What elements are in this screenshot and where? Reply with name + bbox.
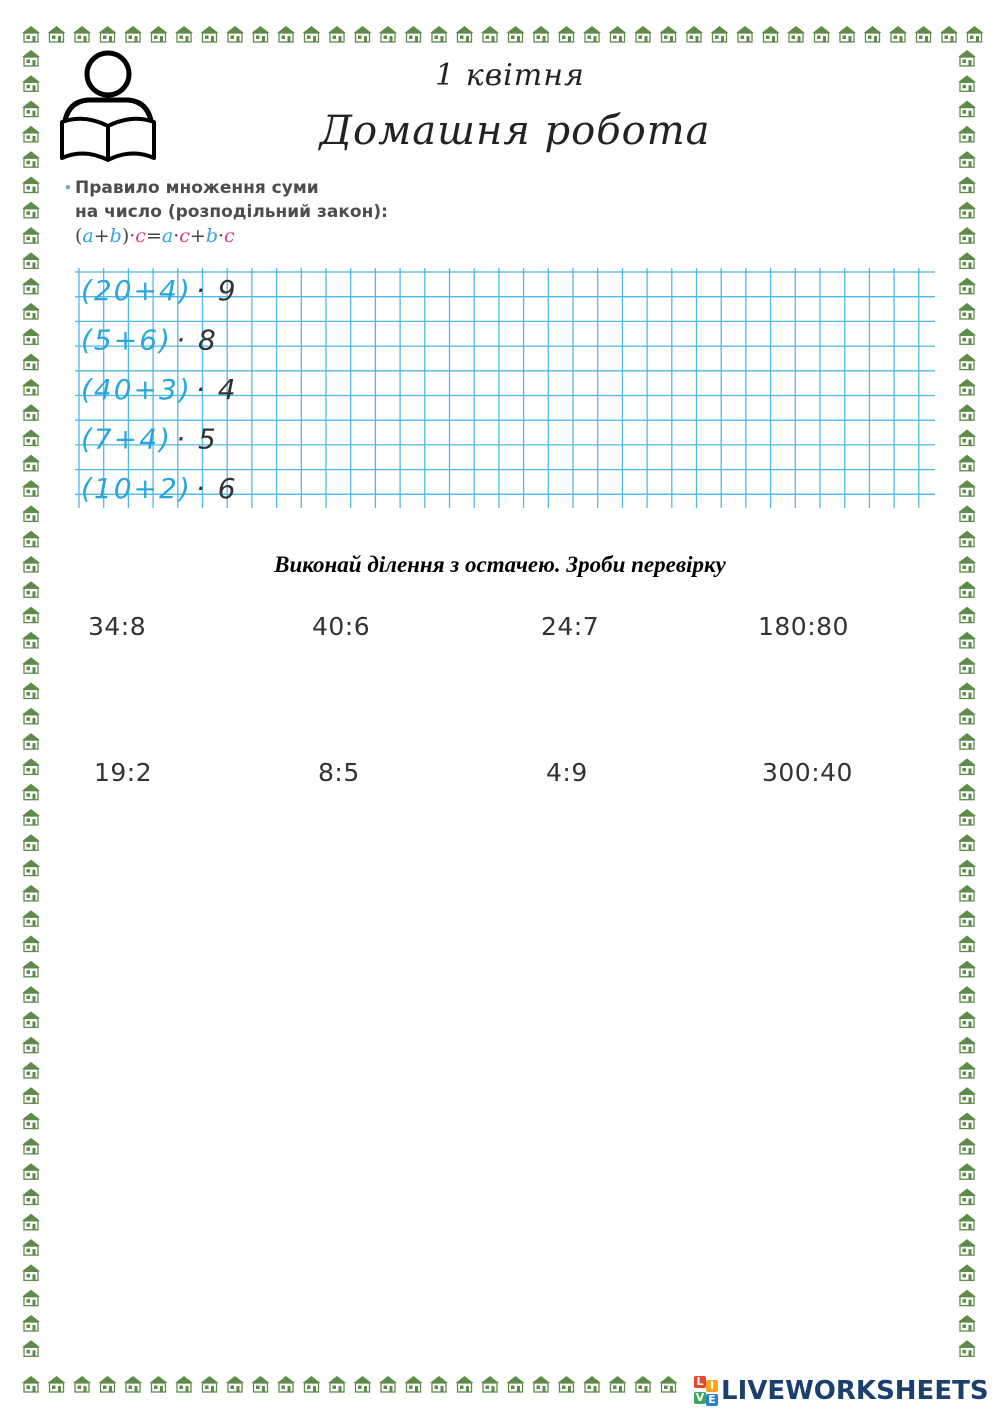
house-icon — [958, 936, 976, 952]
house-icon — [958, 860, 976, 876]
house-icon — [73, 26, 91, 42]
house-icon — [958, 1163, 976, 1179]
house-icon — [201, 1376, 219, 1392]
house-icon — [22, 379, 40, 395]
house-icon — [958, 1113, 976, 1129]
house-icon — [277, 1376, 295, 1392]
house-icon — [22, 1138, 40, 1154]
house-icon — [175, 26, 193, 42]
house-icon — [22, 455, 40, 471]
liveworksheets-badge — [694, 1374, 718, 1408]
house-icon — [958, 581, 976, 597]
exercise-sum: (40+3) — [81, 373, 192, 406]
division-task: 4:9 — [546, 758, 588, 787]
house-icon — [958, 683, 976, 699]
house-icon — [277, 26, 295, 42]
house-icon — [354, 26, 372, 42]
division-task: 34:8 — [88, 612, 147, 641]
house-icon — [685, 26, 703, 42]
house-icon — [354, 1376, 372, 1392]
rule-formula — [75, 224, 388, 248]
house-icon — [609, 26, 627, 42]
house-icon — [22, 50, 40, 66]
house-icon — [379, 1376, 397, 1392]
house-icon — [558, 26, 576, 42]
exercise-factor: 6 — [217, 472, 236, 505]
house-icon — [22, 126, 40, 142]
formula-c2: c — [179, 225, 190, 247]
house-icon — [456, 1376, 474, 1392]
house-icon — [958, 1138, 976, 1154]
formula-plus: + — [93, 225, 110, 247]
house-icon — [958, 1087, 976, 1103]
house-icon — [73, 1376, 91, 1392]
house-icon — [958, 177, 976, 193]
formula-b: b — [109, 225, 122, 247]
rule-line-1: Правило множення суми — [75, 178, 319, 198]
formula-eq: = — [145, 225, 162, 247]
house-icon — [958, 50, 976, 66]
exercise-factor: 5 — [197, 422, 216, 456]
house-icon — [958, 303, 976, 319]
house-icon — [22, 1376, 40, 1392]
house-icon — [532, 1376, 550, 1392]
grid-paper — [75, 268, 935, 508]
house-icon — [22, 404, 40, 420]
house-icon — [252, 1376, 270, 1392]
exercise-dot: · — [175, 422, 185, 456]
reading-person-icon — [58, 50, 158, 165]
house-icon — [958, 227, 976, 243]
house-icon — [22, 860, 40, 876]
house-icon — [958, 505, 976, 521]
badge-letter: I — [706, 1380, 718, 1392]
formula-plus2: + — [189, 225, 206, 247]
house-icon — [958, 455, 976, 471]
division-task: 180:80 — [758, 612, 849, 641]
formula-a2: a — [161, 225, 174, 247]
house-icon — [958, 126, 976, 142]
house-icon — [958, 1011, 976, 1027]
house-icon — [303, 1376, 321, 1392]
house-icon — [328, 1376, 346, 1392]
distributive-rule — [64, 176, 388, 248]
formula-a: a — [82, 225, 94, 247]
house-icon — [22, 101, 40, 117]
exercise-dot: · — [175, 323, 185, 357]
house-icon — [22, 1037, 40, 1053]
house-icon — [507, 1376, 525, 1392]
house-icon — [22, 1315, 40, 1331]
house-icon — [958, 1037, 976, 1053]
liveworksheets-logo — [694, 1374, 989, 1408]
exercise-dot: · — [195, 373, 205, 406]
house-icon — [22, 1087, 40, 1103]
house-icon — [634, 26, 652, 42]
house-icon — [609, 1376, 627, 1392]
exercise-dot: · — [195, 472, 205, 505]
house-icon — [22, 303, 40, 319]
house-icon — [22, 1011, 40, 1027]
house-icon — [958, 708, 976, 724]
badge-letter: L — [694, 1376, 706, 1388]
house-icon — [958, 252, 976, 268]
house-icon — [915, 26, 933, 42]
division-task: 8:5 — [318, 758, 360, 787]
formula-c3: c — [224, 225, 235, 247]
exercise-factor: 8 — [197, 323, 216, 357]
house-icon — [958, 632, 976, 648]
house-icon — [22, 758, 40, 774]
house-icon — [328, 26, 346, 42]
formula-dot: · — [173, 225, 180, 247]
house-icon — [958, 1264, 976, 1280]
house-icon — [736, 26, 754, 42]
house-icon — [532, 26, 550, 42]
exercise-sum: (5+6) — [81, 323, 172, 357]
house-icon — [958, 1290, 976, 1306]
house-icon — [481, 26, 499, 42]
house-icon — [958, 328, 976, 344]
house-icon — [958, 733, 976, 749]
exercise-sum: (20+4) — [81, 274, 192, 307]
house-icon — [22, 1062, 40, 1078]
house-icon — [22, 531, 40, 547]
house-icon — [660, 1376, 678, 1392]
exercise-factor: 9 — [217, 274, 236, 307]
house-icon — [22, 430, 40, 446]
house-icon — [838, 26, 856, 42]
house-icon — [22, 632, 40, 648]
house-icon — [634, 1376, 652, 1392]
house-icon — [958, 758, 976, 774]
house-icon — [22, 986, 40, 1002]
house-icon — [379, 26, 397, 42]
house-icon — [22, 505, 40, 521]
house-icon — [22, 1113, 40, 1129]
house-icon — [958, 607, 976, 623]
house-icon — [22, 1264, 40, 1280]
house-icon — [958, 354, 976, 370]
house-icon — [958, 278, 976, 294]
house-icon — [958, 404, 976, 420]
house-icon — [940, 26, 958, 42]
house-icon — [22, 328, 40, 344]
house-icon — [958, 657, 976, 673]
house-icon — [864, 26, 882, 42]
badge-letter: E — [706, 1394, 718, 1406]
house-icon — [99, 1376, 117, 1392]
house-icon — [958, 1340, 976, 1356]
house-icon — [958, 202, 976, 218]
house-icon — [958, 1315, 976, 1331]
exercise-dot: · — [195, 274, 205, 307]
house-icon — [958, 1239, 976, 1255]
house-icon — [430, 26, 448, 42]
house-icon — [787, 26, 805, 42]
house-icon — [22, 480, 40, 496]
house-icon — [22, 784, 40, 800]
formula-dot2: · — [218, 225, 225, 247]
house-icon — [405, 1376, 423, 1392]
house-icon — [958, 379, 976, 395]
house-icon — [405, 26, 423, 42]
house-icon — [711, 26, 729, 42]
rule-line-2: на число (розподільний закон): — [75, 202, 388, 222]
house-icon — [958, 531, 976, 547]
house-icon — [958, 784, 976, 800]
badge-letter: V — [695, 1391, 705, 1404]
formula-b2: b — [205, 225, 218, 247]
house-icon — [22, 1340, 40, 1356]
house-icon — [813, 26, 831, 42]
house-icon — [22, 354, 40, 370]
house-icon — [481, 1376, 499, 1392]
house-icon — [22, 683, 40, 699]
house-icon — [958, 910, 976, 926]
house-icon — [22, 278, 40, 294]
exercise-sum: (7+4) — [81, 422, 172, 456]
house-icon — [958, 480, 976, 496]
house-icon — [175, 1376, 193, 1392]
house-icon — [22, 961, 40, 977]
house-icon — [48, 26, 66, 42]
house-icon — [150, 26, 168, 42]
house-icon — [303, 26, 321, 42]
house-icon — [456, 26, 474, 42]
homework-title: Домашня робота — [319, 108, 711, 154]
formula-close: )· — [121, 225, 136, 247]
house-icon — [22, 657, 40, 673]
house-icon — [22, 177, 40, 193]
house-icon — [124, 26, 142, 42]
division-task: 40:6 — [312, 612, 371, 641]
house-icon — [958, 101, 976, 117]
house-icon — [958, 1214, 976, 1230]
date-heading: 1 квітня — [435, 58, 585, 93]
house-icon — [22, 581, 40, 597]
house-icon — [22, 936, 40, 952]
house-icon — [22, 252, 40, 268]
house-icon — [99, 26, 117, 42]
house-icon — [22, 1189, 40, 1205]
house-icon — [22, 1290, 40, 1306]
house-icon — [22, 151, 40, 167]
house-icon — [558, 1376, 576, 1392]
exercise-sum: (10+2) — [81, 472, 192, 505]
house-icon — [22, 1163, 40, 1179]
house-icon — [958, 986, 976, 1002]
house-icon — [252, 26, 270, 42]
liveworksheets-wordmark: LIVEWORKSHEETS — [721, 1376, 989, 1406]
house-icon — [430, 1376, 448, 1392]
house-icon — [958, 151, 976, 167]
house-icon — [583, 26, 601, 42]
division-task: 300:40 — [762, 758, 853, 787]
house-icon — [958, 75, 976, 91]
house-icon — [150, 1376, 168, 1392]
house-icon — [889, 26, 907, 42]
house-icon — [958, 1189, 976, 1205]
house-icon — [507, 26, 525, 42]
house-icon — [958, 961, 976, 977]
house-icon — [958, 809, 976, 825]
house-icon — [22, 75, 40, 91]
house-icon — [22, 910, 40, 926]
formula-c: c — [135, 225, 146, 247]
division-task: 19:2 — [94, 758, 153, 787]
house-icon — [583, 1376, 601, 1392]
exercise-factor: 4 — [217, 373, 236, 406]
house-icon — [22, 834, 40, 850]
house-icon — [958, 1062, 976, 1078]
house-icon — [22, 26, 40, 42]
rule-bullet: • — [64, 181, 72, 195]
house-icon — [201, 26, 219, 42]
house-icon — [22, 885, 40, 901]
division-task: 24:7 — [541, 612, 600, 641]
house-icon — [22, 1214, 40, 1230]
house-icon — [124, 1376, 142, 1392]
house-icon — [660, 26, 678, 42]
house-icon — [22, 607, 40, 623]
house-icon — [958, 885, 976, 901]
house-icon — [958, 430, 976, 446]
formula-open: ( — [75, 225, 83, 247]
house-icon — [48, 1376, 66, 1392]
house-icon — [226, 1376, 244, 1392]
house-icon — [762, 26, 780, 42]
house-icon — [22, 1239, 40, 1255]
house-icon — [22, 227, 40, 243]
house-icon — [958, 834, 976, 850]
instruction-text: Виконай ділення з остачею. Зроби перевірку — [274, 552, 726, 577]
house-icon — [22, 733, 40, 749]
house-icon — [966, 26, 984, 42]
house-icon — [22, 809, 40, 825]
house-icon — [22, 202, 40, 218]
house-icon — [226, 26, 244, 42]
house-icon — [22, 708, 40, 724]
